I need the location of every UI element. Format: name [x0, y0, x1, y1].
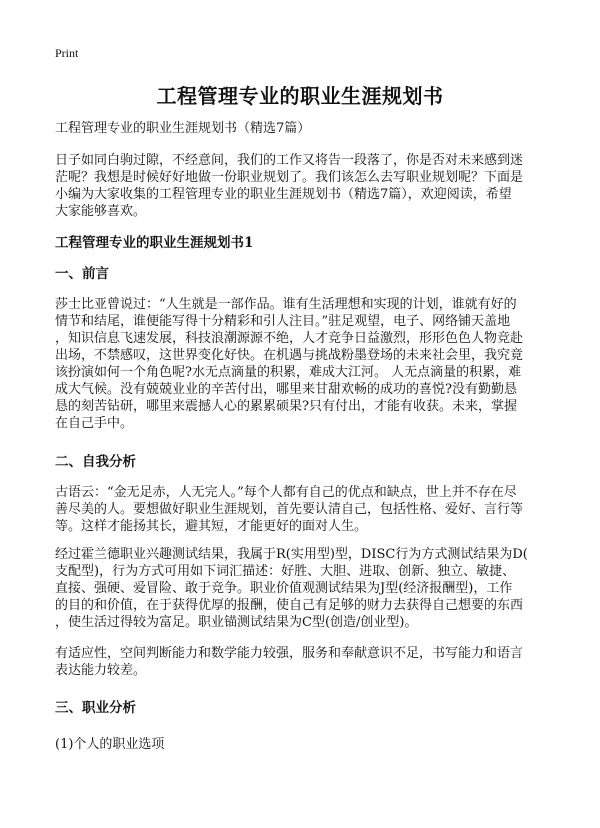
subtitle-text: 工程管理专业的职业生涯规划书（精选7篇）: [55, 121, 311, 136]
text-line: 支配型)，行为方式可用如下词汇描述：好胜、大胆、进取、创新、独立、敏捷、: [55, 564, 516, 579]
text-line: 成大气候。没有兢兢业业的辛苦付出，哪里来甘甜欢畅的成功的喜悦?没有勤勤恳: [55, 382, 517, 397]
text-line: 有适应性，空间判断能力和数学能力较强，服务和奉献意识不足，书写能力和语言: [55, 646, 524, 661]
intro-paragraph: [55, 152, 555, 220]
text-line: 茫呢？我想是时候好好地做一份职业规划了。我们该怎么去写职业规划呢？下面是: [55, 170, 524, 185]
section-heading: [55, 235, 555, 252]
text-line: 善尽美的人。要想做好职业生涯规划，首先要认清自己，包括性格、爱好、言行等: [55, 502, 524, 517]
preface-paragraph: [55, 296, 555, 432]
text-line: 日子如同白驹过隙，不经意间，我们的工作又将告一段落了，你是否对未来感到迷: [55, 153, 524, 168]
self-analysis-paragraph-2: [55, 546, 555, 631]
text-line: 小编为大家收集的工程管理专业的职业生涯规划书（精选7篇），欢迎阅读，希望: [55, 187, 512, 202]
heading-career-analysis: [55, 700, 555, 717]
text-line: 出场，不禁感叹，这世界变化好快。在机遇与挑战粉墨登场的未来社会里，我究竟: [55, 348, 524, 363]
text-line: 古语云：“金无足赤，人无完人。”每个人都有自己的优点和缺点，世上并不存在尽: [55, 485, 517, 500]
heading-text: 一、前言: [55, 266, 109, 282]
heading-text: 三、职业分析: [55, 700, 136, 716]
heading-preface: [55, 266, 555, 283]
text-line: 恳的刻苦钻研，哪里来震撼人心的累累硕果?只有付出，才能有收获。未来，掌握: [55, 399, 517, 414]
section-heading-text: 工程管理专业的职业生涯规划书1: [55, 235, 254, 251]
self-analysis-paragraph-1: [55, 484, 555, 535]
print-link[interactable]: Print: [55, 46, 79, 60]
text-line: 等。这样才能扬其长，避其短，才能更好的面对人生。: [55, 519, 368, 534]
career-options: [55, 736, 555, 753]
text-line: ，使生活过得较为富足。职业锚测试结果为C型(创造/创业型)。: [55, 615, 418, 630]
page-title: 工程管理专业的职业生涯规划书: [156, 84, 444, 108]
text-line: 直接、强硬、爱冒险、敢于竞争。职业价值观测试结果为J型(经济报酬型)，工作: [55, 581, 513, 596]
text-line: 该扮演如何一个角色呢?水无点滴量的积累，难成大江河。 人无点滴量的积累，难: [55, 365, 522, 380]
text-line: (1)个人的职业选项: [55, 737, 165, 752]
text-line: 的目的和价值，在于获得优厚的报酬，使自己有足够的财力去获得自己想要的东西: [55, 598, 524, 613]
text-line: 在自己手中。: [55, 416, 134, 431]
text-line: 莎士比亚曾说过：“人生就是一部作品。谁有生活理想和实现的计划，谁就有好的: [55, 297, 517, 312]
heading-self-analysis: [55, 454, 555, 471]
self-analysis-paragraph-3: [55, 645, 555, 679]
heading-text: 二、自我分析: [55, 454, 136, 470]
text-line: ，知识信息飞速发展，科技浪潮源源不绝，人才竞争日益激烈，形形色色人物竞赴: [55, 331, 524, 346]
text-line: 表达能力较差。: [55, 663, 147, 678]
subtitle: [55, 120, 555, 137]
text-line: 情节和结尾，谁便能写得十分精彩和引人注目。”驻足观望，电子、网络铺天盖地: [55, 314, 511, 329]
text-line: 大家能够喜欢。: [55, 204, 147, 219]
text-line: 经过霍兰德职业兴趣测试结果，我属于R(实用型)型，DISC行为方式测试结果为D(: [55, 547, 528, 562]
